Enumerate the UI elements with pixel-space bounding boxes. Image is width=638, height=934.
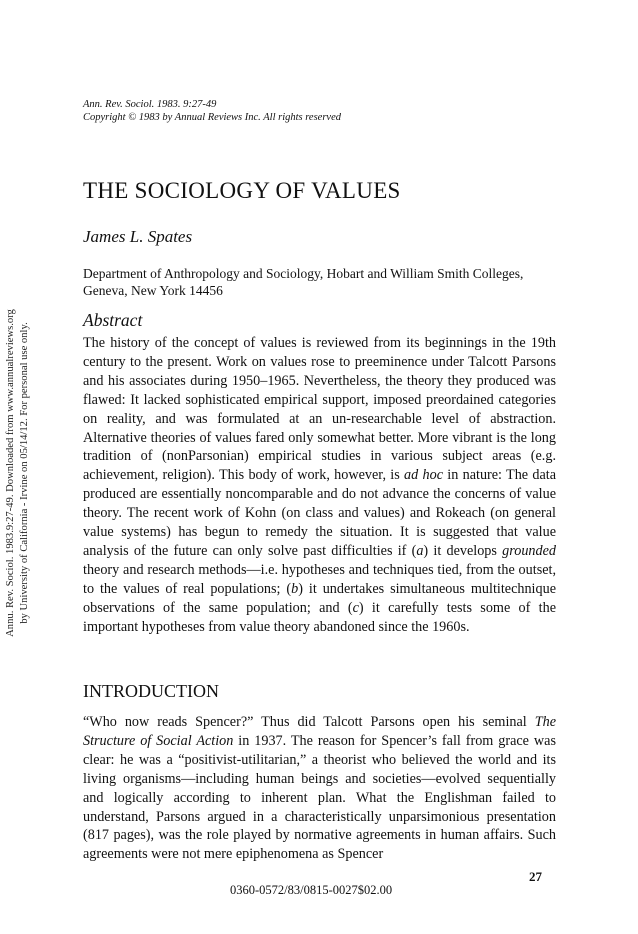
- abstract-heading: Abstract: [83, 310, 143, 330]
- document-code: 0360-0572/83/0815-0027$02.00: [230, 883, 393, 897]
- ad-hoc-emphasis: ad hoc: [404, 467, 444, 484]
- author-name: James L. Spates: [83, 227, 193, 246]
- author-affiliation: Department of Anthropology and Sociology, Hobart and William Smith Colleges, Geneva, New York 14456: [83, 266, 524, 298]
- download-notice-line-1: Annu. Rev. Sociol. 1983.9:27-49. Downloaded from www.annualreviews.org: [5, 309, 16, 637]
- citation-line: Ann. Rev. Sociol. 1983. 9:27-49: [83, 99, 217, 110]
- download-notice: [4, 258, 44, 688]
- download-notice-line-2: by University of California - Irvine on 05/14/12. For personal use only.: [19, 322, 30, 624]
- introduction-text: “Who now reads Spencer?” Thus did Talcott Parsons open his seminal The Structure of Social Action in 1937. The reason for Spencer’s fall from grace was clear: he was a “positivist-utilitarian,” a theorist who believed the world and its living organisms—including human beings and societies—evolved sequentially and logically according to inherent plan. What the Englishman failed to understand, Parsons argued in a characteristically unparsimonious presentation (817 pages), was the role played by normative agreements in human affairs. Such agreements were not mere epiphenomena as Spencer: [83, 714, 556, 863]
- article-title: THE SOCIOLOGY OF VALUES: [83, 178, 401, 203]
- copyright-line: Copyright © 1983 by Annual Reviews Inc. All rights reserved: [83, 112, 341, 123]
- book-title: The Structure of Social Action: [83, 714, 556, 749]
- page-number: 27: [529, 869, 542, 884]
- abstract-text: The history of the concept of values is reviewed from its beginnings in the 19th century to the present. Work on values rose to preeminence under Talcott Parsons and his associates during 1950–1965. Nevertheless, the theory they produced was flawed: It lacked sophisticated empirical support, imposed preordained categories on reality, and was formulated at an un-researchable level of abstraction. Alternative theories of values fared only somewhat better. More vibrant is the long tradition of (nonParsonian) empirical studies in various subject areas (e.g. achievement, religion). This body of work, however, is ad hoc in nature: The data produced are essentially noncomparable and do not advance the concerns of value theory. The recent work of Kohn (on class and values) and Rokeach (on general value systems) has begun to remedy the situation. It is suggested that value analysis of the future can only solve past difficulties if (a) it develops grounded theory and research methods—i.e. hypotheses and techniques tied, from the outset, to the values of real populations; (b) it undertakes simultaneous multitechnique observations of the same population; and (c) it carefully tests some of the important hypotheses from value theory abandoned since the 1960s.: [83, 335, 557, 635]
- introduction-heading: INTRODUCTION: [83, 681, 219, 701]
- grounded-emphasis: grounded: [502, 542, 557, 559]
- journal-header: [83, 98, 341, 124]
